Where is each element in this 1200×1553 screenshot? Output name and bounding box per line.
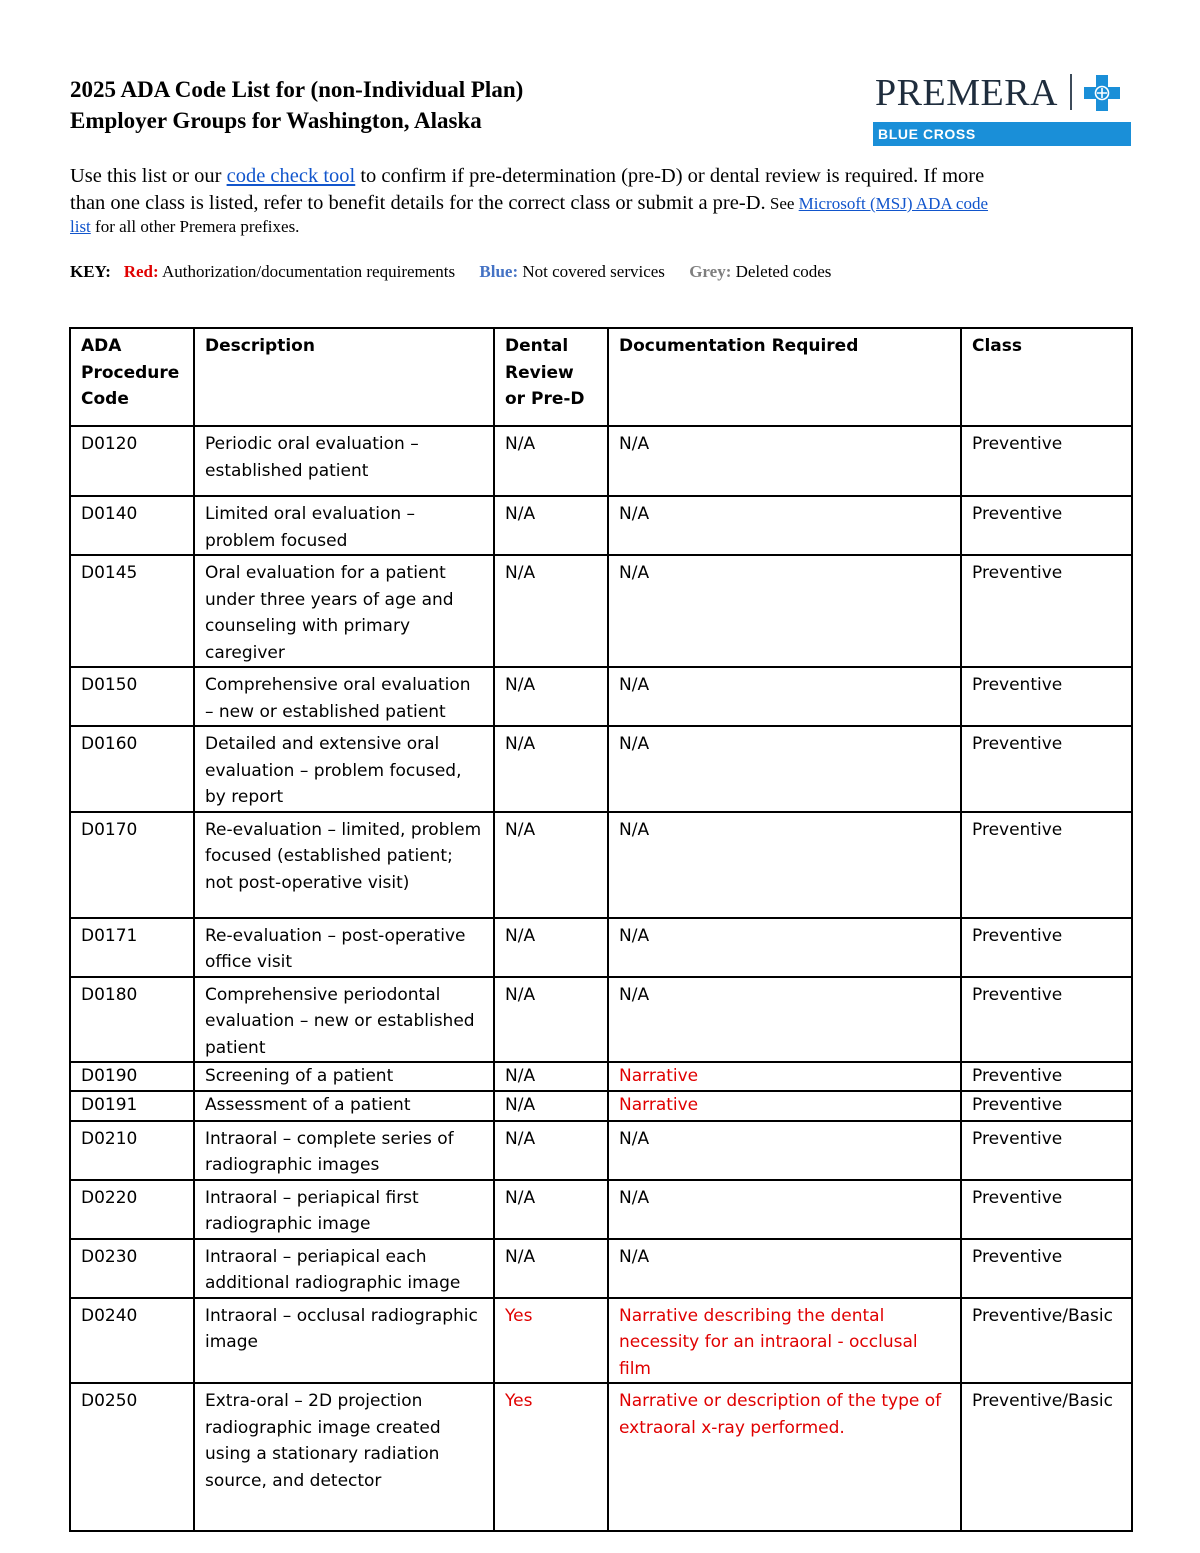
- cell-code: D0140: [70, 496, 194, 555]
- cell-code: D0190: [70, 1062, 194, 1091]
- cell-code: D0160: [70, 726, 194, 812]
- cell-review: N/A: [494, 496, 608, 555]
- cell-class: Preventive: [961, 426, 1132, 496]
- cell-documentation: Narrative: [608, 1062, 961, 1091]
- cell-description: Periodic oral evaluation – established patient: [194, 426, 494, 496]
- cell-description: Intraoral – complete series of radiographic images: [194, 1121, 494, 1180]
- table-row: [70, 555, 1132, 667]
- cell-class: Preventive: [961, 1062, 1132, 1091]
- cell-code: D0240: [70, 1298, 194, 1384]
- cell-documentation: N/A: [608, 496, 961, 555]
- table-row: [70, 1239, 1132, 1298]
- table-row: [70, 1121, 1132, 1180]
- key-blue-label: Blue:: [479, 262, 519, 281]
- cell-description: Comprehensive periodontal evaluation – new or established patient: [194, 977, 494, 1063]
- table-row: [70, 812, 1132, 918]
- cell-review: N/A: [494, 977, 608, 1063]
- cell-code: D0220: [70, 1180, 194, 1239]
- table-row: [70, 1383, 1132, 1531]
- cell-documentation: N/A: [608, 1121, 961, 1180]
- logo-divider: [1070, 74, 1072, 110]
- cell-documentation: N/A: [608, 726, 961, 812]
- cell-documentation: N/A: [608, 667, 961, 726]
- premera-logo: [873, 70, 1131, 146]
- header-class: Class: [961, 328, 1132, 426]
- cell-code: D0145: [70, 555, 194, 667]
- ada-code-table: [69, 327, 1133, 1532]
- cell-code: D0120: [70, 426, 194, 496]
- intro-text-4: See: [765, 194, 799, 213]
- table-row: [70, 918, 1132, 977]
- cell-class: Preventive: [961, 496, 1132, 555]
- cell-class: Preventive: [961, 812, 1132, 918]
- table-row: [70, 1298, 1132, 1384]
- cell-documentation: Narrative: [608, 1091, 961, 1121]
- key-grey-label: Grey:: [689, 262, 732, 281]
- logo-blue-cross-band: BLUE CROSS: [873, 122, 1131, 146]
- cell-documentation: N/A: [608, 977, 961, 1063]
- intro-paragraph: [70, 163, 1135, 239]
- cell-class: Preventive: [961, 555, 1132, 667]
- code-check-tool-link[interactable]: code check tool: [226, 165, 356, 187]
- cell-documentation: N/A: [608, 918, 961, 977]
- cell-description: Assessment of a patient: [194, 1091, 494, 1121]
- cell-class: Preventive: [961, 726, 1132, 812]
- table-row: [70, 426, 1132, 496]
- cell-class: Preventive: [961, 1180, 1132, 1239]
- cell-class: Preventive/Basic: [961, 1298, 1132, 1384]
- cell-class: Preventive: [961, 1091, 1132, 1121]
- intro-text-3: than one class is listed, refer to benefit details for the correct class or submit a pre-D.: [70, 192, 766, 214]
- cell-description: Oral evaluation for a patient under three years of age and counseling with primary caregiver: [194, 555, 494, 667]
- key-blue-text: Not covered services: [518, 262, 665, 281]
- cell-class: Preventive: [961, 918, 1132, 977]
- cell-class: Preventive: [961, 1239, 1132, 1298]
- title-line-2: Employer Groups for Washington, Alaska: [70, 108, 482, 133]
- cell-code: D0170: [70, 812, 194, 918]
- cell-review: N/A: [494, 812, 608, 918]
- cell-documentation: N/A: [608, 426, 961, 496]
- cell-documentation: Narrative describing the dental necessity for an intraoral - occlusal film: [608, 1298, 961, 1384]
- cell-code: D0230: [70, 1239, 194, 1298]
- header-review: Dental Review or Pre-D: [494, 328, 608, 426]
- cell-description: Re-evaluation – post-operative office visit: [194, 918, 494, 977]
- cell-review: N/A: [494, 426, 608, 496]
- cell-description: Screening of a patient: [194, 1062, 494, 1091]
- cell-description: Limited oral evaluation – problem focused: [194, 496, 494, 555]
- key-grey-text: Deleted codes: [731, 262, 832, 281]
- key-red-text: Authorization/documentation requirements: [158, 262, 456, 281]
- cell-description: Intraoral – periapical first radiographic image: [194, 1180, 494, 1239]
- cell-code: D0180: [70, 977, 194, 1063]
- cell-documentation: N/A: [608, 555, 961, 667]
- cell-review: N/A: [494, 1239, 608, 1298]
- header-code: ADA Procedure Code: [70, 328, 194, 426]
- cell-code: D0210: [70, 1121, 194, 1180]
- table-row: [70, 1062, 1132, 1091]
- intro-text-1: Use this list or our: [70, 165, 227, 187]
- logo-wordmark: PREMERA: [875, 72, 1058, 114]
- header-documentation: Documentation Required: [608, 328, 961, 426]
- msj-ada-code-list-link-cont[interactable]: list: [70, 217, 91, 236]
- cell-documentation: N/A: [608, 812, 961, 918]
- cell-review: N/A: [494, 1091, 608, 1121]
- cell-description: Comprehensive oral evaluation – new or established patient: [194, 667, 494, 726]
- key-label: KEY:: [70, 262, 111, 281]
- table-row: [70, 977, 1132, 1063]
- cell-review: N/A: [494, 918, 608, 977]
- cell-review: Yes: [494, 1383, 608, 1531]
- cell-class: Preventive: [961, 1121, 1132, 1180]
- cell-description: Detailed and extensive oral evaluation – problem focused, by report: [194, 726, 494, 812]
- key-red-label: Red:: [123, 262, 159, 281]
- msj-ada-code-list-link[interactable]: Microsoft (MSJ) ADA code: [798, 194, 989, 213]
- table-row: [70, 1180, 1132, 1239]
- cell-review: Yes: [494, 1298, 608, 1384]
- cell-code: D0250: [70, 1383, 194, 1531]
- page-title: [70, 74, 830, 136]
- cell-documentation: Narrative or description of the type of extraoral x-ray performed.: [608, 1383, 961, 1531]
- cell-review: N/A: [494, 667, 608, 726]
- cell-class: Preventive/Basic: [961, 1383, 1132, 1531]
- cell-documentation: N/A: [608, 1180, 961, 1239]
- title-line-1: 2025 ADA Code List for (non-Individual Plan): [70, 77, 524, 102]
- cell-review: N/A: [494, 1180, 608, 1239]
- cell-code: D0150: [70, 667, 194, 726]
- cell-code: D0191: [70, 1091, 194, 1121]
- color-key: [70, 260, 1135, 284]
- table-row: [70, 667, 1132, 726]
- table-header-row: [70, 328, 1132, 426]
- cell-description: Intraoral – periapical each additional radiographic image: [194, 1239, 494, 1298]
- cell-class: Preventive: [961, 667, 1132, 726]
- cell-description: Re-evaluation – limited, problem focused (established patient; not post-operative visit): [194, 812, 494, 918]
- cell-description: Intraoral – occlusal radiographic image: [194, 1298, 494, 1384]
- cell-documentation: N/A: [608, 1239, 961, 1298]
- cell-review: N/A: [494, 726, 608, 812]
- table-row: [70, 496, 1132, 555]
- blue-cross-icon: [1082, 73, 1122, 113]
- cell-description: Extra-oral – 2D projection radiographic image created using a stationary radiation source, and detector: [194, 1383, 494, 1531]
- table-row: [70, 1091, 1132, 1121]
- cell-review: N/A: [494, 1062, 608, 1091]
- intro-text-2: to confirm if pre-determination (pre-D) or dental review is required. If more: [355, 165, 985, 187]
- header-description: Description: [194, 328, 494, 426]
- cell-review: N/A: [494, 1121, 608, 1180]
- cell-class: Preventive: [961, 977, 1132, 1063]
- cell-code: D0171: [70, 918, 194, 977]
- cell-review: N/A: [494, 555, 608, 667]
- table-row: [70, 726, 1132, 812]
- intro-text-5: for all other Premera prefixes.: [90, 217, 300, 236]
